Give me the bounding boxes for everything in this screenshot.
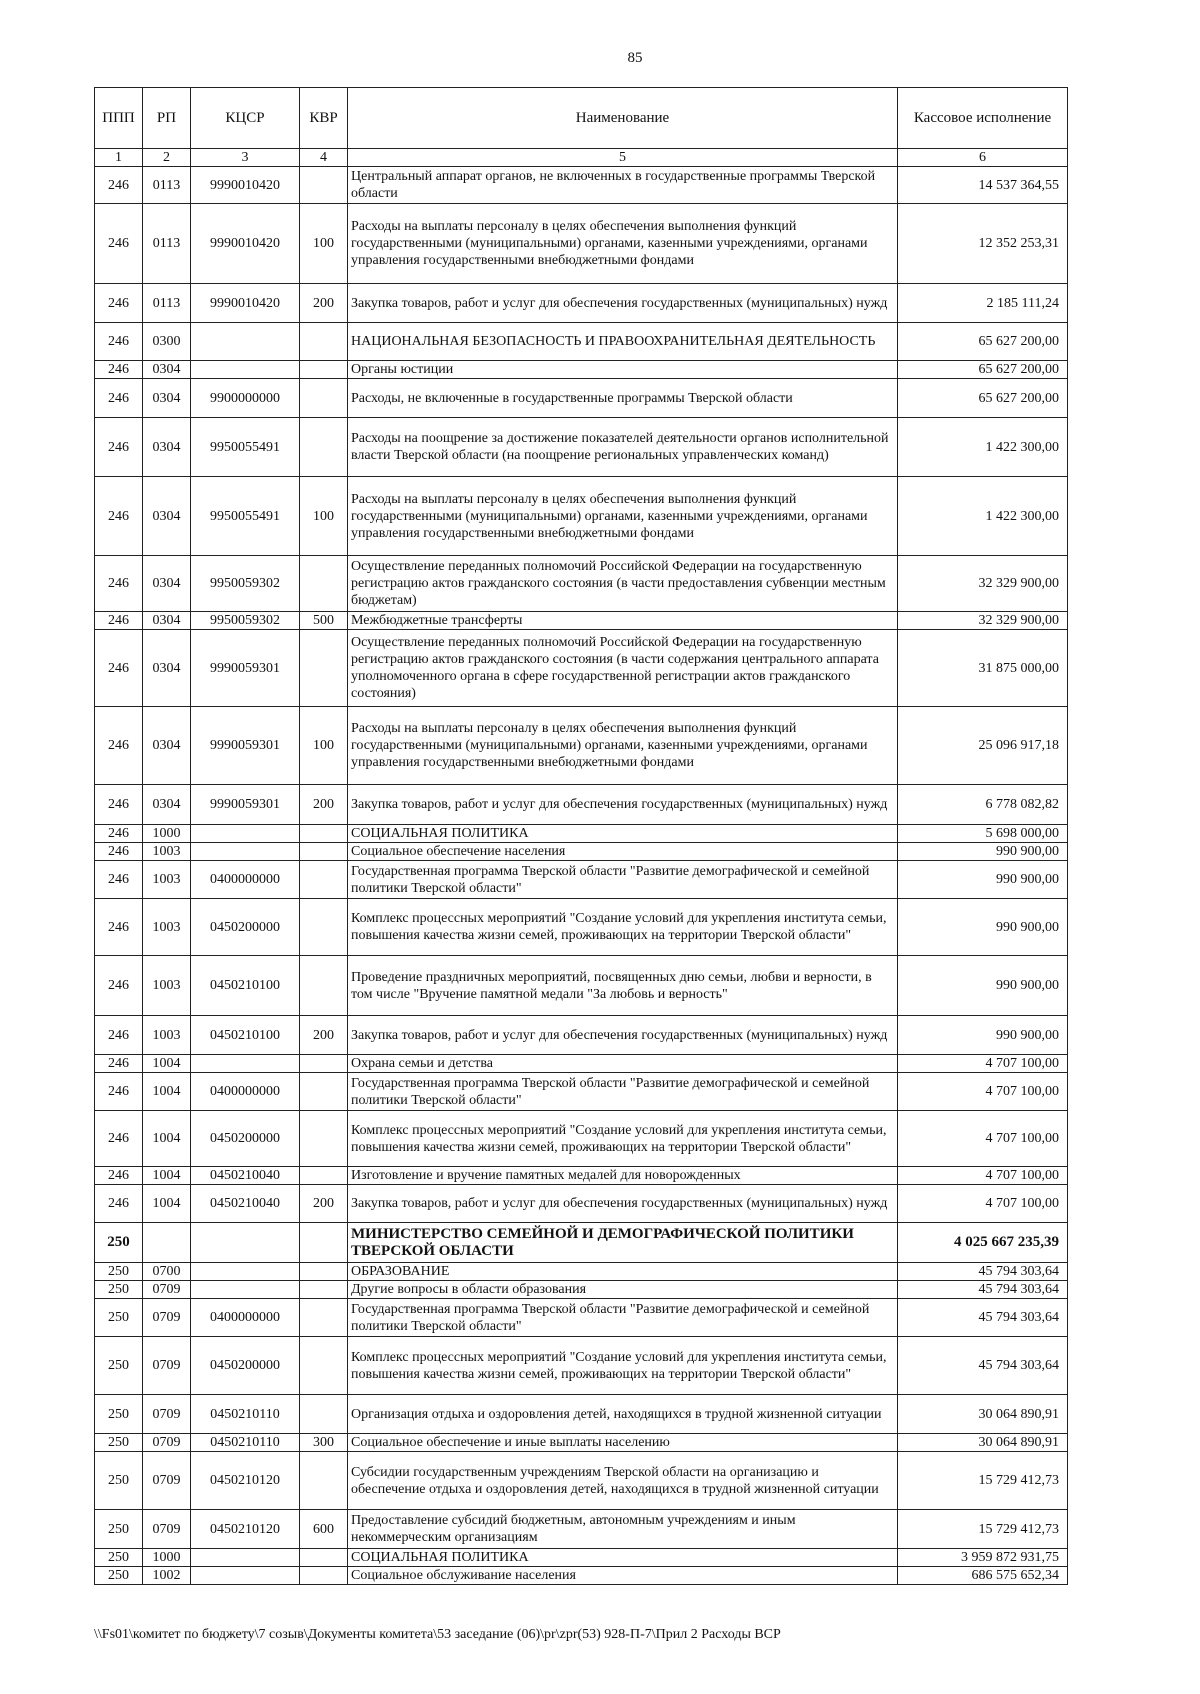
cell-amount: 990 900,00 <box>898 1016 1068 1055</box>
table-row <box>95 361 1068 379</box>
cell-kcsr: 0450210100 <box>191 956 300 1016</box>
cell-name: НАЦИОНАЛЬНАЯ БЕЗОПАСНОСТЬ И ПРАВООХРАНИТЕЛЬНАЯ ДЕЯТЕЛЬНОСТЬ <box>348 323 898 361</box>
cell-ppp: 246 <box>95 323 143 361</box>
column-number: 6 <box>898 149 1068 167</box>
header-rp: РП <box>143 88 191 149</box>
cell-kvr <box>300 1223 348 1263</box>
column-number: 4 <box>300 149 348 167</box>
cell-rp: 0304 <box>143 707 191 785</box>
cell-kcsr: 9900000000 <box>191 379 300 418</box>
cell-amount: 32 329 900,00 <box>898 556 1068 612</box>
cell-rp: 1004 <box>143 1111 191 1167</box>
cell-name: Государственная программа Тверской области "Развитие демографической и семейной политики Тверской области" <box>348 1073 898 1111</box>
cell-kvr <box>300 556 348 612</box>
cell-amount: 1 422 300,00 <box>898 477 1068 556</box>
table-row <box>95 323 1068 361</box>
cell-ppp: 246 <box>95 1111 143 1167</box>
cell-amount: 65 627 200,00 <box>898 361 1068 379</box>
cell-rp: 0113 <box>143 204 191 284</box>
cell-ppp: 246 <box>95 707 143 785</box>
cell-name: Комплекс процессных мероприятий "Создание условий для укрепления института семьи, повышения качества жизни семей, проживающих на территории Тверской области" <box>348 1111 898 1167</box>
cell-amount: 6 778 082,82 <box>898 785 1068 825</box>
cell-rp: 1004 <box>143 1055 191 1073</box>
cell-rp: 0709 <box>143 1510 191 1549</box>
cell-ppp: 246 <box>95 1055 143 1073</box>
cell-kvr <box>300 361 348 379</box>
table-row <box>95 1223 1068 1263</box>
cell-kvr <box>300 1167 348 1185</box>
table-row <box>95 1167 1068 1185</box>
cell-name: Организация отдыха и оздоровления детей, находящихся в трудной жизненной ситуации <box>348 1395 898 1434</box>
table-row <box>95 1395 1068 1434</box>
table-row <box>95 477 1068 556</box>
cell-ppp: 246 <box>95 843 143 861</box>
cell-kcsr: 9950055491 <box>191 418 300 477</box>
table-row <box>95 167 1068 204</box>
cell-kvr: 100 <box>300 707 348 785</box>
cell-amount: 45 794 303,64 <box>898 1299 1068 1337</box>
cell-amount: 14 537 364,55 <box>898 167 1068 204</box>
cell-kvr <box>300 1299 348 1337</box>
cell-amount: 4 707 100,00 <box>898 1111 1068 1167</box>
cell-amount: 4 707 100,00 <box>898 1185 1068 1223</box>
cell-name: Социальное обеспечение и иные выплаты населению <box>348 1434 898 1452</box>
cell-rp: 1000 <box>143 825 191 843</box>
cell-amount: 5 698 000,00 <box>898 825 1068 843</box>
cell-amount: 990 900,00 <box>898 956 1068 1016</box>
cell-ppp: 246 <box>95 612 143 630</box>
cell-name: Изготовление и вручение памятных медалей для новорожденных <box>348 1167 898 1185</box>
cell-rp: 0113 <box>143 167 191 204</box>
cell-kvr <box>300 1281 348 1299</box>
cell-ppp: 250 <box>95 1299 143 1337</box>
cell-ppp: 246 <box>95 204 143 284</box>
cell-rp: 0304 <box>143 556 191 612</box>
table-row <box>95 284 1068 323</box>
cell-kvr <box>300 1263 348 1281</box>
cell-rp: 1002 <box>143 1567 191 1585</box>
cell-ppp: 246 <box>95 379 143 418</box>
table-row <box>95 1337 1068 1395</box>
cell-name: Социальное обеспечение населения <box>348 843 898 861</box>
cell-rp: 1004 <box>143 1167 191 1185</box>
table-row <box>95 707 1068 785</box>
cell-rp: 1003 <box>143 861 191 899</box>
cell-rp: 0113 <box>143 284 191 323</box>
header-name: Наименование <box>348 88 898 149</box>
header-ppp: ППП <box>95 88 143 149</box>
cell-amount: 32 329 900,00 <box>898 612 1068 630</box>
cell-kcsr: 0450210040 <box>191 1185 300 1223</box>
cell-rp <box>143 1223 191 1263</box>
cell-kvr <box>300 899 348 956</box>
cell-rp: 0709 <box>143 1337 191 1395</box>
cell-name: Расходы, не включенные в государственные программы Тверской области <box>348 379 898 418</box>
cell-ppp: 250 <box>95 1434 143 1452</box>
column-number: 5 <box>348 149 898 167</box>
cell-kcsr: 9990010420 <box>191 167 300 204</box>
cell-kcsr: 9950059302 <box>191 612 300 630</box>
column-number: 3 <box>191 149 300 167</box>
cell-ppp: 246 <box>95 825 143 843</box>
cell-ppp: 246 <box>95 361 143 379</box>
cell-ppp: 246 <box>95 630 143 707</box>
cell-name: Предоставление субсидий бюджетным, автономным учреждениям и иным некоммерческим организациям <box>348 1510 898 1549</box>
cell-amount: 4 707 100,00 <box>898 1073 1068 1111</box>
cell-kvr <box>300 1111 348 1167</box>
cell-rp: 1004 <box>143 1073 191 1111</box>
table-row <box>95 956 1068 1016</box>
cell-rp: 1003 <box>143 956 191 1016</box>
cell-ppp: 250 <box>95 1337 143 1395</box>
cell-kvr <box>300 843 348 861</box>
cell-ppp: 246 <box>95 956 143 1016</box>
cell-amount: 4 707 100,00 <box>898 1055 1068 1073</box>
cell-rp: 0709 <box>143 1299 191 1337</box>
cell-rp: 0304 <box>143 477 191 556</box>
cell-name: Проведение праздничных мероприятий, посвященных дню семьи, любви и верности, в том числе "Вручение памятной медали "За любовь и верность" <box>348 956 898 1016</box>
table-row <box>95 1434 1068 1452</box>
cell-rp: 0709 <box>143 1395 191 1434</box>
header-amount: Кассовое исполнение <box>898 88 1068 149</box>
table-row <box>95 1510 1068 1549</box>
cell-rp: 0304 <box>143 361 191 379</box>
table-row <box>95 1452 1068 1510</box>
cell-ppp: 250 <box>95 1452 143 1510</box>
cell-ppp: 246 <box>95 861 143 899</box>
cell-kcsr <box>191 1549 300 1567</box>
column-number: 1 <box>95 149 143 167</box>
table-row <box>95 1185 1068 1223</box>
cell-kvr <box>300 379 348 418</box>
cell-kcsr: 0450200000 <box>191 1111 300 1167</box>
cell-rp: 0304 <box>143 612 191 630</box>
cell-kvr <box>300 861 348 899</box>
cell-kcsr: 0450200000 <box>191 1337 300 1395</box>
cell-ppp: 250 <box>95 1510 143 1549</box>
cell-kcsr: 9990059301 <box>191 707 300 785</box>
cell-rp: 0300 <box>143 323 191 361</box>
cell-name: Государственная программа Тверской области "Развитие демографической и семейной политики Тверской области" <box>348 861 898 899</box>
expenditure-table <box>94 87 1068 1585</box>
page-number: 85 <box>627 50 643 66</box>
cell-kcsr: 0450210100 <box>191 1016 300 1055</box>
cell-rp: 0304 <box>143 630 191 707</box>
cell-name: Охрана семьи и детства <box>348 1055 898 1073</box>
cell-ppp: 246 <box>95 167 143 204</box>
cell-kcsr: 0400000000 <box>191 1299 300 1337</box>
cell-kvr <box>300 1073 348 1111</box>
table-row <box>95 861 1068 899</box>
cell-amount: 12 352 253,31 <box>898 204 1068 284</box>
table-row <box>95 1111 1068 1167</box>
table-row <box>95 1567 1068 1585</box>
header-kcsr: КЦСР <box>191 88 300 149</box>
cell-ppp: 246 <box>95 1185 143 1223</box>
column-number-row <box>95 149 1068 167</box>
cell-ppp: 246 <box>95 785 143 825</box>
cell-kvr <box>300 167 348 204</box>
cell-amount: 45 794 303,64 <box>898 1263 1068 1281</box>
cell-amount: 45 794 303,64 <box>898 1281 1068 1299</box>
cell-kvr <box>300 630 348 707</box>
cell-kcsr: 0450210110 <box>191 1395 300 1434</box>
cell-kcsr: 0450200000 <box>191 899 300 956</box>
cell-kcsr: 9950059302 <box>191 556 300 612</box>
cell-kcsr <box>191 1223 300 1263</box>
cell-kvr: 200 <box>300 284 348 323</box>
table-row <box>95 785 1068 825</box>
cell-kcsr: 0450210040 <box>191 1167 300 1185</box>
cell-name: Закупка товаров, работ и услуг для обеспечения государственных (муниципальных) нужд <box>348 785 898 825</box>
cell-amount: 990 900,00 <box>898 861 1068 899</box>
cell-kcsr: 0400000000 <box>191 861 300 899</box>
cell-kcsr <box>191 323 300 361</box>
cell-rp: 0709 <box>143 1281 191 1299</box>
cell-ppp: 246 <box>95 1016 143 1055</box>
cell-name: СОЦИАЛЬНАЯ ПОЛИТИКА <box>348 1549 898 1567</box>
cell-name: Межбюджетные трансферты <box>348 612 898 630</box>
cell-amount: 1 422 300,00 <box>898 418 1068 477</box>
cell-rp: 0304 <box>143 418 191 477</box>
cell-kcsr: 0450210120 <box>191 1452 300 1510</box>
cell-kcsr: 0450210110 <box>191 1434 300 1452</box>
cell-amount: 990 900,00 <box>898 899 1068 956</box>
table-row <box>95 630 1068 707</box>
cell-name: Комплекс процессных мероприятий "Создание условий для укрепления института семьи, повышения качества жизни семей, проживающих на территории Тверской области" <box>348 899 898 956</box>
table-row <box>95 418 1068 477</box>
cell-kvr <box>300 418 348 477</box>
cell-kcsr <box>191 825 300 843</box>
cell-ppp: 250 <box>95 1549 143 1567</box>
cell-name: Осуществление переданных полномочий Российской Федерации на государственную регистрацию актов гражданского состояния (в части предоставления субвенции местным бюджетам) <box>348 556 898 612</box>
cell-amount: 2 185 111,24 <box>898 284 1068 323</box>
cell-ppp: 250 <box>95 1281 143 1299</box>
cell-kcsr: 9990059301 <box>191 630 300 707</box>
cell-kvr <box>300 825 348 843</box>
cell-kvr <box>300 1452 348 1510</box>
column-number: 2 <box>143 149 191 167</box>
cell-rp: 0304 <box>143 379 191 418</box>
cell-kcsr: 0450210120 <box>191 1510 300 1549</box>
cell-rp: 1003 <box>143 843 191 861</box>
cell-name: Центральный аппарат органов, не включенных в государственные программы Тверской области <box>348 167 898 204</box>
cell-kvr <box>300 1549 348 1567</box>
cell-kvr: 300 <box>300 1434 348 1452</box>
table-row <box>95 612 1068 630</box>
cell-rp: 0700 <box>143 1263 191 1281</box>
cell-amount: 30 064 890,91 <box>898 1434 1068 1452</box>
cell-kcsr <box>191 1055 300 1073</box>
cell-name: СОЦИАЛЬНАЯ ПОЛИТИКА <box>348 825 898 843</box>
cell-name: Осуществление переданных полномочий Российской Федерации на государственную регистрацию актов гражданского состояния (в части содержания центрального аппарата уполномоченного органа в сфере государственной регистрации актов гражданского состояния) <box>348 630 898 707</box>
cell-kcsr <box>191 1567 300 1585</box>
cell-kcsr: 9950055491 <box>191 477 300 556</box>
cell-kvr <box>300 1395 348 1434</box>
cell-name: Расходы на выплаты персоналу в целях обеспечения выполнения функций государственными (муниципальными) органами, казенными учреждениями, органами управления государственными внебюджетными фондами <box>348 477 898 556</box>
cell-name: Субсидии государственным учреждениям Тверской области на организацию и обеспечение отдыха и оздоровления детей, находящихся в трудной жизненной ситуации <box>348 1452 898 1510</box>
cell-name: МИНИСТЕРСТВО СЕМЕЙНОЙ И ДЕМОГРАФИЧЕСКОЙ ПОЛИТИКИ ТВЕРСКОЙ ОБЛАСТИ <box>348 1223 898 1263</box>
cell-rp: 1004 <box>143 1185 191 1223</box>
table-row <box>95 379 1068 418</box>
cell-ppp: 246 <box>95 284 143 323</box>
cell-name: Другие вопросы в области образования <box>348 1281 898 1299</box>
cell-kvr <box>300 956 348 1016</box>
cell-rp: 1003 <box>143 1016 191 1055</box>
cell-rp: 0709 <box>143 1452 191 1510</box>
cell-name: ОБРАЗОВАНИЕ <box>348 1263 898 1281</box>
table-row <box>95 843 1068 861</box>
cell-amount: 30 064 890,91 <box>898 1395 1068 1434</box>
table-row <box>95 556 1068 612</box>
cell-ppp: 246 <box>95 418 143 477</box>
cell-kvr: 100 <box>300 477 348 556</box>
cell-amount: 45 794 303,64 <box>898 1337 1068 1395</box>
cell-ppp: 246 <box>95 1073 143 1111</box>
cell-amount: 25 096 917,18 <box>898 707 1068 785</box>
table-row <box>95 899 1068 956</box>
cell-kvr <box>300 1567 348 1585</box>
cell-ppp: 250 <box>95 1395 143 1434</box>
cell-amount: 31 875 000,00 <box>898 630 1068 707</box>
cell-ppp: 250 <box>95 1223 143 1263</box>
cell-amount: 65 627 200,00 <box>898 323 1068 361</box>
table-row <box>95 1299 1068 1337</box>
cell-kvr <box>300 1337 348 1395</box>
table-row <box>95 1549 1068 1567</box>
footer-file-path: \\Fs01\комитет по бюджету\7 созыв\Документы комитета\53 заседание (06)\pr\zpr(53) 928-П-7\Прил 2 Расходы ВСР <box>94 1627 781 1642</box>
table-row <box>95 204 1068 284</box>
cell-kvr: 200 <box>300 785 348 825</box>
cell-kvr: 200 <box>300 1016 348 1055</box>
cell-amount: 686 575 652,34 <box>898 1567 1068 1585</box>
cell-ppp: 246 <box>95 899 143 956</box>
cell-kcsr: 9990010420 <box>191 204 300 284</box>
cell-ppp: 250 <box>95 1567 143 1585</box>
header-row <box>95 88 1068 149</box>
cell-amount: 990 900,00 <box>898 843 1068 861</box>
cell-amount: 4 025 667 235,39 <box>898 1223 1068 1263</box>
cell-kvr: 200 <box>300 1185 348 1223</box>
cell-rp: 1003 <box>143 899 191 956</box>
cell-rp: 0304 <box>143 785 191 825</box>
cell-rp: 1000 <box>143 1549 191 1567</box>
cell-name: Расходы на выплаты персоналу в целях обеспечения выполнения функций государственными (муниципальными) органами, казенными учреждениями, органами управления государственными внебюджетными фондами <box>348 204 898 284</box>
cell-kcsr: 9990010420 <box>191 284 300 323</box>
cell-amount: 15 729 412,73 <box>898 1452 1068 1510</box>
cell-amount: 15 729 412,73 <box>898 1510 1068 1549</box>
table-row <box>95 1073 1068 1111</box>
cell-name: Органы юстиции <box>348 361 898 379</box>
cell-amount: 3 959 872 931,75 <box>898 1549 1068 1567</box>
cell-kvr: 500 <box>300 612 348 630</box>
cell-ppp: 250 <box>95 1263 143 1281</box>
cell-kcsr <box>191 843 300 861</box>
header-kvr: КВР <box>300 88 348 149</box>
table-row <box>95 1055 1068 1073</box>
cell-name: Закупка товаров, работ и услуг для обеспечения государственных (муниципальных) нужд <box>348 284 898 323</box>
cell-ppp: 246 <box>95 1167 143 1185</box>
cell-amount: 65 627 200,00 <box>898 379 1068 418</box>
cell-kcsr <box>191 361 300 379</box>
cell-name: Расходы на поощрение за достижение показателей деятельности органов исполнительной власти Тверской области (на поощрение региональных управленческих команд) <box>348 418 898 477</box>
cell-kcsr <box>191 1263 300 1281</box>
cell-name: Социальное обслуживание населения <box>348 1567 898 1585</box>
cell-name: Расходы на выплаты персоналу в целях обеспечения выполнения функций государственными (муниципальными) органами, казенными учреждениями, органами управления государственными внебюджетными фондами <box>348 707 898 785</box>
cell-ppp: 246 <box>95 556 143 612</box>
cell-kcsr: 9990059301 <box>191 785 300 825</box>
table-row <box>95 1281 1068 1299</box>
cell-name: Комплекс процессных мероприятий "Создание условий для укрепления института семьи, повышения качества жизни семей, проживающих на территории Тверской области" <box>348 1337 898 1395</box>
cell-name: Закупка товаров, работ и услуг для обеспечения государственных (муниципальных) нужд <box>348 1185 898 1223</box>
table-row <box>95 1263 1068 1281</box>
cell-rp: 0709 <box>143 1434 191 1452</box>
cell-name: Закупка товаров, работ и услуг для обеспечения государственных (муниципальных) нужд <box>348 1016 898 1055</box>
cell-ppp: 246 <box>95 477 143 556</box>
cell-amount: 4 707 100,00 <box>898 1167 1068 1185</box>
cell-kvr <box>300 323 348 361</box>
cell-kvr <box>300 1055 348 1073</box>
table-row <box>95 1016 1068 1055</box>
cell-name: Государственная программа Тверской области "Развитие демографической и семейной политики Тверской области" <box>348 1299 898 1337</box>
cell-kvr: 600 <box>300 1510 348 1549</box>
cell-kcsr: 0400000000 <box>191 1073 300 1111</box>
cell-kcsr <box>191 1281 300 1299</box>
cell-kvr: 100 <box>300 204 348 284</box>
table-row <box>95 825 1068 843</box>
